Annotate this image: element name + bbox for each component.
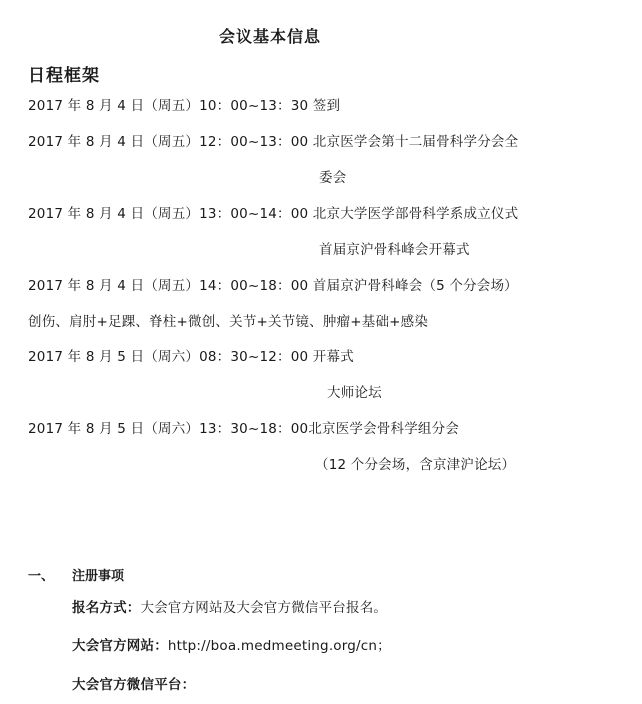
- schedule-line-continuation: 首届京沪骨科峰会开幕式: [319, 242, 470, 258]
- registration-method-label: 报名方式：: [72, 600, 141, 616]
- schedule-line: 2017 年 8 月 5 日（周六）08：30~12：00 开幕式: [28, 349, 354, 365]
- document-title: 会议基本信息: [218, 27, 321, 46]
- registration-website-link[interactable]: http://boa.medmeeting.org/cn；: [167, 638, 391, 654]
- schedule-line: 2017 年 8 月 4 日（周五）14：00~18：00 首届京沪骨科峰会（5 个分会场）: [28, 278, 518, 294]
- registration-website: [72, 637, 391, 655]
- registration-method-value: 大会官方网站及大会官方微信平台报名。: [140, 600, 388, 616]
- schedule-line: 2017 年 8 月 4 日（周五）13：00~14：00 北京大学医学部骨科学系成立仪式: [28, 206, 519, 222]
- registration-wechat-label: 大会官方微信平台：: [72, 677, 196, 693]
- schedule-heading: 日程框架: [28, 66, 100, 86]
- schedule-line: 创伤、肩肘+足踝、脊柱+微创、关节+关节镜、肿瘤+基础+感染: [28, 314, 429, 330]
- schedule-line: 2017 年 8 月 4 日（周五）10：00~13：30 签到: [28, 98, 341, 114]
- schedule-line: 2017 年 8 月 5 日（周六）13：30~18：00北京医学会骨科学组分会: [28, 421, 460, 437]
- schedule-line-continuation: 委会: [319, 170, 347, 186]
- schedule-line-continuation: （12 个分会场，含京津沪论坛）: [315, 457, 516, 473]
- schedule-line: 2017 年 8 月 4 日（周五）12：00~13：00 北京医学会第十二届骨科学分会全: [28, 134, 519, 150]
- registration-wechat: [72, 676, 195, 694]
- registration-heading: 注册事项: [72, 569, 125, 584]
- schedule-line-continuation: 大师论坛: [327, 385, 382, 401]
- registration-website-label: 大会官方网站：: [72, 638, 168, 654]
- registration-number: 一、: [28, 569, 55, 584]
- registration-method: [72, 599, 387, 617]
